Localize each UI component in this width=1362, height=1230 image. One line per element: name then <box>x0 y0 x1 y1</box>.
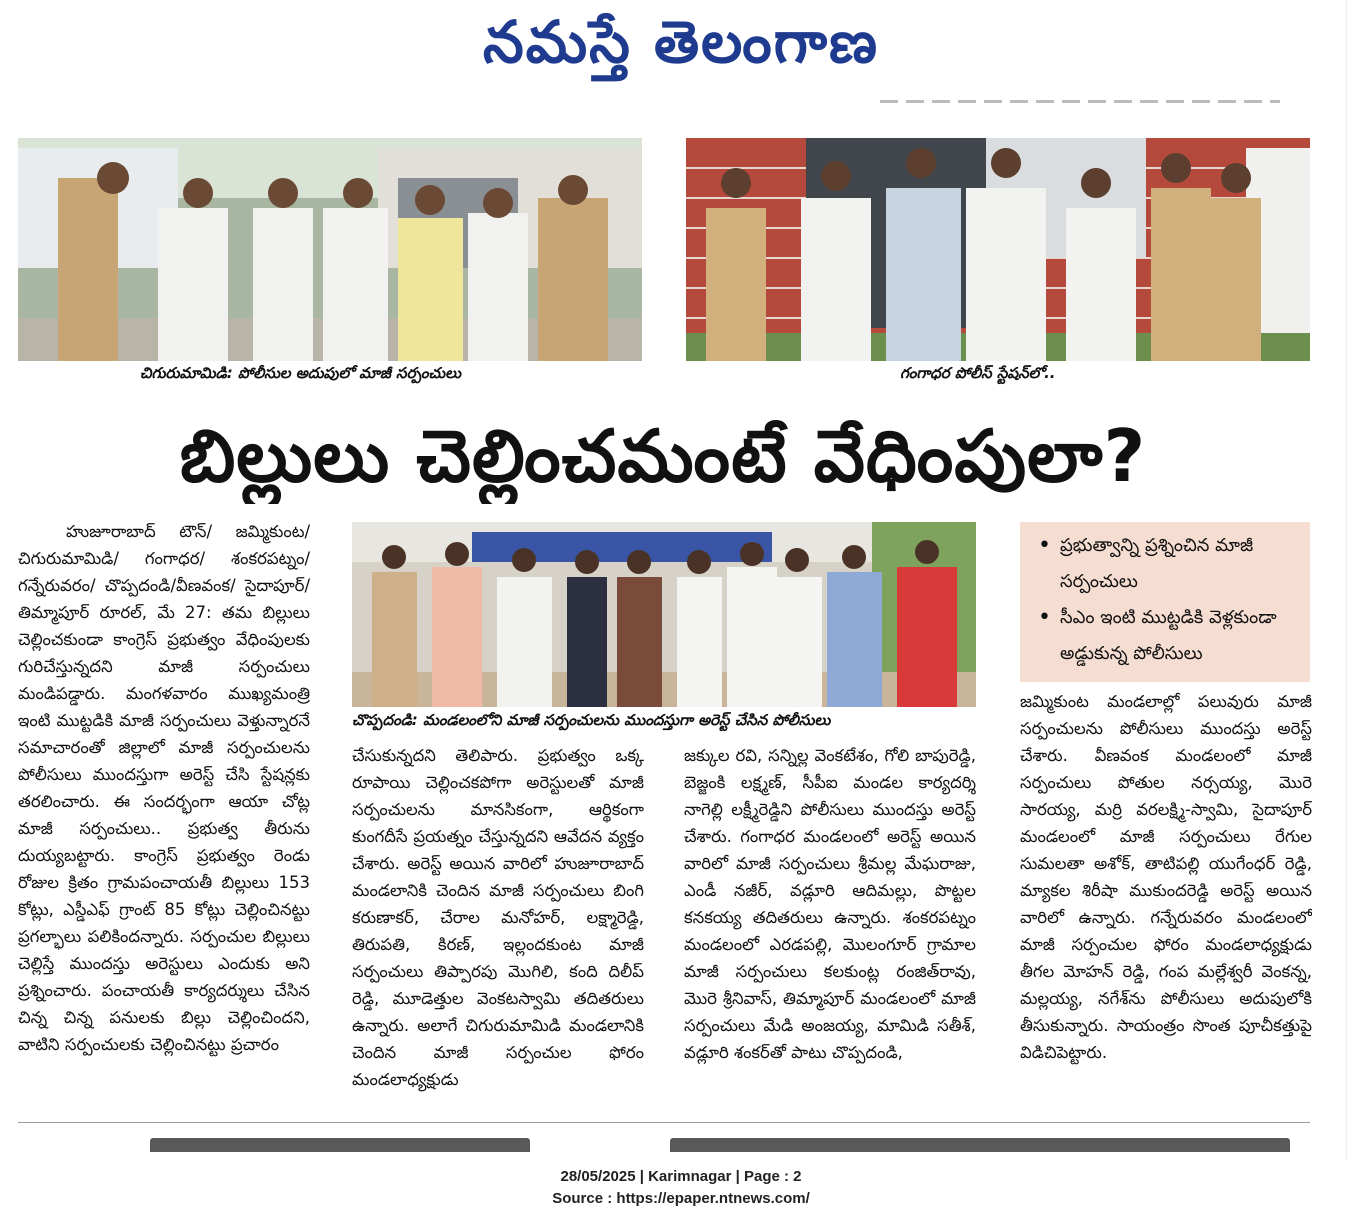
photo-choppadandi <box>352 522 976 707</box>
photo-caption-choppadandi: చొప్పదండి: మండలంలోని మాజీ సర్పంచులను ముందస్తుగా అరెస్ట్ చేసిన పోలీసులు <box>352 711 831 729</box>
article-column-1: హుజూరాబాద్ టౌన్/ జమ్మికుంట/ చిగురుమామిడి/ గంగాధర/ శంకరపట్నం/ గన్నేరువరం/ చొప్పదండి/వీణవంక/ సైదాపూర్/ తిమ్మాపూర్ రూరల్, మే 27: తమ బిల్లులు చెల్లించకుండా కాంగ్రెస్ ప్రభుత్వం వేధింపులకు గురిచేస్తున్నదని మాజీ సర్పంచులు మండిపడ్డారు. మంగళవారం ముఖ్యమంత్రి ఇంటి ముట్టడికి మాజీ సర్పంచులు వెళ్తున్నారనే సమాచారంతో జిల్లాలో మాజీ సర్పంచులను పోలీసులు ముందస్తుగా అరెస్ట్ చేసి స్టేషన్లకు తరలించారు. ఈ సందర్భంగా ఆయా చోట్ల మాజీ సర్పంచులు.. ప్రభుత్వ తీరును దుయ్యబట్టారు. కాంగ్రెస్ ప్రభుత్వం రెండు రోజుల క్రితం గ్రామపంచాయతీ బిల్లులు 153 కోట్లు, ఎస్డీఎఫ్ గ్రాంట్ 85 కోట్లు చెల్లించినట్టు ప్రగల్భాలు పలికిందన్నారు. సర్పంచుల బిల్లులు చెల్లిస్తే ముందస్తు అరెస్టులు ఎందుకు అని ప్రశ్నించారు. పంచాయతీ కార్యదర్శులు చేసిన చిన్న చిన్న పనులకు బిల్లు చెల్లించిందని, వాటిని సర్పంచులకు చెల్లించినట్టు ప్రచారం <box>18 522 310 1054</box>
article-column-3: జక్కుల రవి, సన్నిల్ల వెంకటేశం, గోలి బాపురెడ్డి, బెజ్జంకి లక్ష్మణ్, సీపీఐ మండల కార్యదర్శి నాగెల్లి లక్ష్మీరెడ్డిని పోలీసులు ముందస్తు అరెస్ట్ చేశారు. గంగాధర మండలంలో అరెస్ట్ అయిన వారిలో మాజీ సర్పంచులు శ్రీమల్ల మేఘరాజు, ఎండీ నజీర్, వడ్లూరి ఆదిమల్లు, పొట్టల కనకయ్య తదితరులు ఉన్నారు. శంకరపట్నం మండలంలో ఎరడపల్లి, మొలంగూర్ గ్రామాల మాజీ సర్పంచులు కలకుంట్ల రంజిత్‌రావు, మొరె శ్రీనివాస్, తిమ్మాపూర్ మండలంలో మాజీ సర్పంచులు మేడి అంజయ్య, మామిడి సతీశ్, వడ్లూరి శంకర్‌తో పాటు చొప్పదండి, <box>684 746 976 1062</box>
photo-chigurumamidi <box>18 138 642 361</box>
highlight-item: • సీఎం ఇంటి ముట్టడికి వెళ్లకుండా అడ్డుకున్న పోలీసులు <box>1034 600 1300 672</box>
newspaper-masthead: నమస్తే తెలంగాణ <box>483 8 879 76</box>
page-bottom-rule <box>18 1122 1310 1123</box>
page-footer <box>0 1166 1362 1210</box>
photo-gangadhara-image <box>686 138 1310 361</box>
page-right-margin <box>1346 0 1362 1160</box>
article-column-2: చేసుకున్నదని తెలిపారు. ప్రభుత్వం ఒక్క రూపాయి చెల్లించకపోగా అరెస్టులతో మాజీ సర్పంచులను మానసికంగా, ఆర్థికంగా కుంగదీసే ప్రయత్నం చేస్తున్నదని ఆవేదన వ్యక్తం చేశారు. అరెస్ట్ అయిన వారిలో హుజూరాబాద్ మండలానికి చెందిన మాజీ సర్పంచులు బింగి కరుణాకర్, చేరాల మనోహర్, లక్ష్మారెడ్డి, తిరుపతి, కిరణ్, ఇల్లందకుంట మాజీ సర్పంచులు తిప్పారపు మొగిలి, కంది దిలీప్ రెడ్డి, మూడెత్తుల వెంకటస్వామి తదితరులు ఉన్నారు. అలాగే చిగురుమామిడి మండలానికి చెందిన మాజీ సర్పంచుల ఫోరం మండలాధ్యక్షుడు <box>352 746 644 1089</box>
footer-source-link[interactable]: Source : https://epaper.ntnews.com/ <box>552 1190 810 1207</box>
photo-caption-chigurumamidi: చిగురుమామిడి: పోలీసుల అదుపులో మాజీ సర్పంచులు <box>140 364 461 382</box>
highlights-box <box>1020 522 1310 682</box>
article-column-4: జమ్మికుంట మండలాల్లో పలువురు మాజీ సర్పంచులను పోలీసులు ముందస్తు అరెస్ట్ చేశారు. వీణవంక మండలంలో మాజీ సర్పంచులు పోతుల నర్సయ్య, మొరె సారయ్య, మర్రి వరలక్ష్మి-స్వామి, సైదాపూర్ మండలంలో మాజీ సర్పంచులు రేగుల సుమలతా అశోక్, తాటిపల్లి యుగేంధర్ రెడ్డి, మ్యాకల శిరీషా ముకుందరెడ్డి అరెస్ట్ అయిన వారిలో ఉన్నారు. గన్నేరువరం మండలంలో మాజీ సర్పంచుల ఫోరం మండలాధ్యక్షుడు తీగల మోహన్ రెడ్డి, గంప మల్లేశ్వరీ వెంకన్న, మల్లయ్య, నగేశ్‌ను పోలీసులు అదుపులోకి తీసుకున్నారు. సాయంత్రం సొంత పూచీకత్తుపై విడిచిపెట్టారు. <box>1020 692 1312 1062</box>
photo-caption-gangadhara: గంగాధర పోలీస్ స్టేషన్‌లో.. <box>900 364 1056 382</box>
masthead-dateline-rule <box>880 100 1280 103</box>
photo-chigurumamidi-image <box>18 138 642 361</box>
next-article-headline-cut-right <box>670 1138 1290 1152</box>
photo-gangadhara <box>686 138 1310 361</box>
highlight-item: • ప్రభుత్వాన్ని ప్రశ్నించిన మాజీ సర్పంచులు <box>1034 528 1300 600</box>
photo-choppadandi-image <box>352 522 976 707</box>
footer-date-edition: 28/05/2025 | Karimnagar | Page : 2 <box>560 1168 802 1185</box>
article-headline: బిల్లులు చెల్లించమంటే వేధింపులా? <box>179 414 1147 498</box>
next-article-headline-cut-left <box>150 1138 530 1152</box>
